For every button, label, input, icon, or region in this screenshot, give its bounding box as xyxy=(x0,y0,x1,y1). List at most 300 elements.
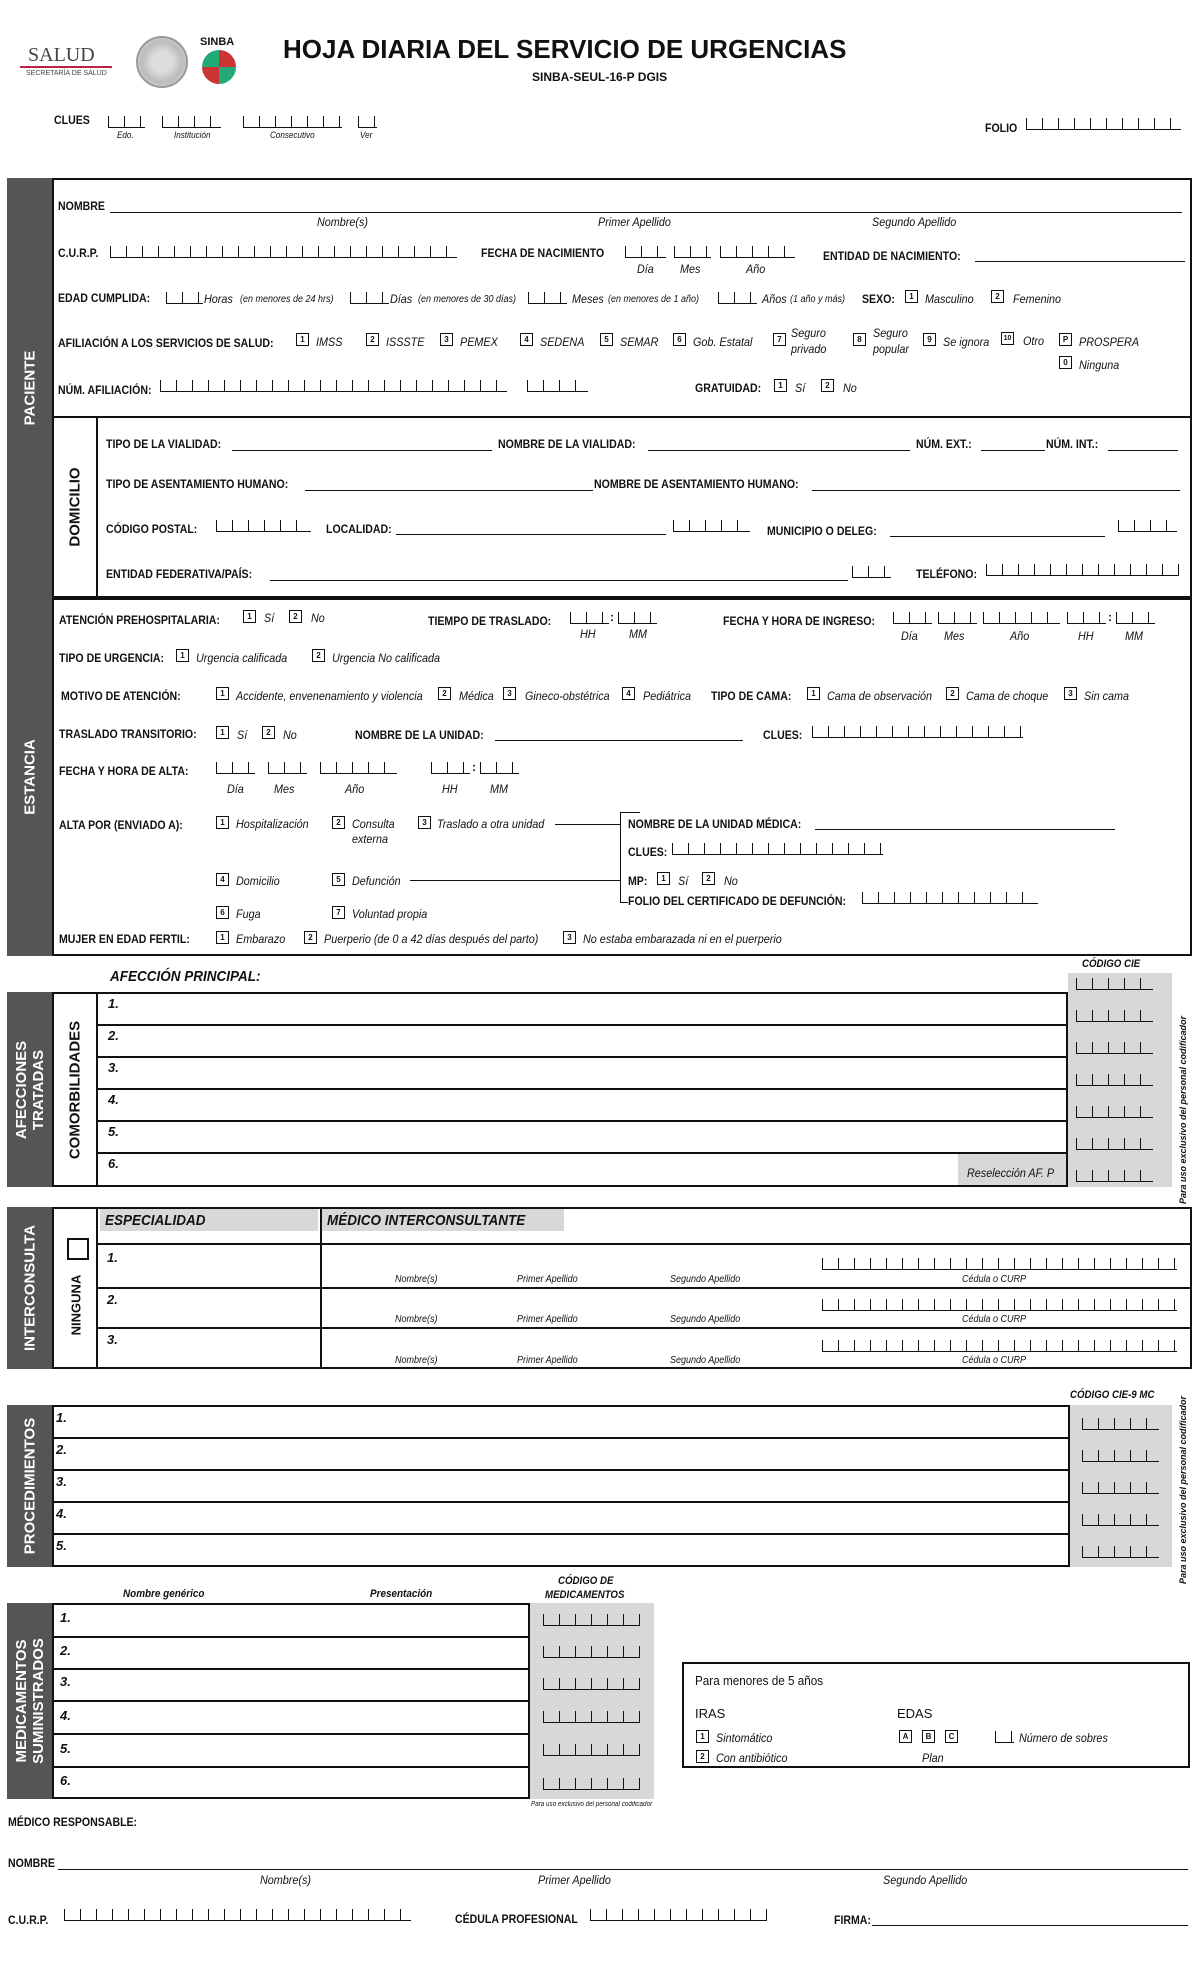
codigo-medicamentos-label-1: CÓDIGO DE xyxy=(558,1575,614,1587)
procedimientos-band-label: PROCEDIMIENTOS xyxy=(21,1417,38,1555)
cedula-profesional-field[interactable] xyxy=(590,1909,767,1921)
municipio-clave-field[interactable] xyxy=(1118,520,1177,532)
cie-code-2[interactable] xyxy=(1076,1010,1153,1022)
nombre-asentamiento-field[interactable] xyxy=(812,490,1180,491)
afiliacion-seguro-privado-text-2: privado xyxy=(791,342,827,356)
urgencia-no-calificada-checkbox[interactable]: 2 xyxy=(312,649,325,662)
cie-code-6[interactable] xyxy=(1076,1138,1153,1150)
sin-cama-checkbox[interactable]: 3 xyxy=(1064,687,1077,700)
fecha-alta-anio[interactable] xyxy=(320,762,397,774)
clues-edo-field[interactable] xyxy=(108,116,145,128)
mp-label: MP: xyxy=(628,874,648,888)
fecha-ingreso-mm-caption: MM xyxy=(1125,629,1143,643)
num-int-field[interactable] xyxy=(1108,450,1178,451)
traslado-si-checkbox[interactable]: 1 xyxy=(216,726,229,739)
ic1-cedula: Cédula o CURP xyxy=(962,1274,1027,1285)
ic2-cedula-field[interactable] xyxy=(822,1299,1177,1311)
sinba-logo xyxy=(198,36,244,86)
cedula-profesional-label: CÉDULA PROFESIONAL xyxy=(455,1912,578,1926)
estancia-band xyxy=(7,598,52,956)
fecha-alta-dia-caption: Día xyxy=(227,782,244,796)
medico-responsable-label: MÉDICO RESPONSABLE: xyxy=(8,1815,138,1829)
medicamento-code-2[interactable] xyxy=(543,1646,640,1658)
localidad-label: LOCALIDAD: xyxy=(326,522,392,536)
medicamento-row-4[interactable]: 4. xyxy=(60,1708,71,1723)
ic1-cedula-field[interactable] xyxy=(822,1258,1177,1270)
ic2-primer: Primer Apellido xyxy=(517,1314,578,1325)
entidad-federativa-label: ENTIDAD FEDERATIVA/PAÍS: xyxy=(106,567,253,581)
mp-no-checkbox[interactable]: 2 xyxy=(702,872,715,885)
telefono-label: TELÉFONO: xyxy=(916,567,978,581)
nombre-vialidad-label: NOMBRE DE LA VIALIDAD: xyxy=(498,437,636,451)
mp-si-text: Sí xyxy=(678,874,689,888)
ninguna-checkbox[interactable] xyxy=(67,1238,89,1260)
afeccion-row-1[interactable]: 1. xyxy=(108,996,119,1011)
prehospitalaria-no-text: No xyxy=(311,611,325,625)
codigo-postal-field[interactable] xyxy=(216,520,311,532)
num-afiliacion-field[interactable] xyxy=(160,380,507,392)
tiempo-traslado-label: TIEMPO DE TRASLADO: xyxy=(428,614,552,628)
interconsulta-row-1[interactable]: 1. xyxy=(107,1250,118,1265)
codigo-cie-label: CÓDIGO CIE xyxy=(1082,958,1141,970)
num-afiliacion-ext-field[interactable] xyxy=(527,380,588,392)
folio-certificado-field[interactable] xyxy=(862,892,1038,904)
interconsulta-row-3[interactable]: 3. xyxy=(107,1332,118,1347)
fecha-alta-hh[interactable] xyxy=(431,762,470,774)
afiliacion-issste-text: ISSSTE xyxy=(386,335,425,349)
domicilio-band xyxy=(52,416,98,598)
medico-curp-label: C.U.R.P. xyxy=(8,1913,49,1927)
clues-edo-caption: Edo. xyxy=(117,130,134,140)
edad-horas-text: Horas xyxy=(204,292,233,306)
folio-field[interactable] xyxy=(1026,118,1181,130)
ic3-segundo: Segundo Apellido xyxy=(670,1355,741,1366)
fecha-alta-anio-caption: Año xyxy=(345,782,365,796)
edad-horas-note: (en menores de 24 hrs) xyxy=(240,294,334,305)
prehospitalaria-no-checkbox[interactable]: 2 xyxy=(289,610,302,623)
motivo-accidente-checkbox[interactable]: 1 xyxy=(216,687,229,700)
afiliacion-prospera-text: PROSPERA xyxy=(1079,335,1140,349)
ic1-primer: Primer Apellido xyxy=(517,1274,578,1285)
sexo-masculino-checkbox[interactable]: 1 xyxy=(905,290,918,303)
alta-clues-label: CLUES: xyxy=(628,845,668,859)
tiempo-traslado-hh-caption: HH xyxy=(580,627,596,641)
reseleccion-text: Reselección AF. P xyxy=(967,1166,1055,1180)
no-embarazada-text: No estaba embarazada ni en el puerperio xyxy=(583,932,782,946)
tipo-asentamiento-label: TIPO DE ASENTAMIENTO HUMANO: xyxy=(106,477,289,491)
edas-label: EDAS xyxy=(897,1706,933,1721)
fecha-nac-anio[interactable] xyxy=(720,246,795,258)
afiliacion-pemex-text: PEMEX xyxy=(460,335,498,349)
fecha-alta-mes-caption: Mes xyxy=(274,782,295,796)
urgencia-calificada-checkbox[interactable]: 1 xyxy=(176,649,189,662)
procedimiento-row-4[interactable]: 4. xyxy=(56,1506,67,1521)
fecha-nac-anio-caption: Año xyxy=(746,262,766,276)
clues-label: CLUES xyxy=(54,113,90,127)
num-int-label: NÚM. INT.: xyxy=(1046,437,1099,451)
afiliacion-seguro-popular-text-2: popular xyxy=(873,342,910,356)
procedimiento-row-5[interactable]: 5. xyxy=(56,1538,67,1553)
afiliacion-sedena-checkbox[interactable]: 4 xyxy=(520,333,533,346)
iras-sintomatico-text: Sintomático xyxy=(716,1731,773,1745)
iras-label: IRAS xyxy=(695,1706,726,1721)
edad-meses-text: Meses xyxy=(572,292,604,306)
prehospitalaria-si-text: Sí xyxy=(264,611,275,625)
edad-dias-field[interactable] xyxy=(350,292,389,304)
localidad-clave-field[interactable] xyxy=(673,520,750,532)
fecha-alta-mm[interactable] xyxy=(480,762,519,774)
traslado-clues-label: CLUES: xyxy=(763,728,803,742)
entidad-federativa-field[interactable] xyxy=(270,580,848,581)
sexo-masculino-text: Masculino xyxy=(925,292,974,306)
edad-horas-field[interactable] xyxy=(166,292,203,304)
clues-ver-caption: Ver xyxy=(360,130,373,140)
medicamento-code-6[interactable] xyxy=(543,1778,640,1790)
afeccion-row-2[interactable]: 2. xyxy=(108,1028,119,1043)
folio-certificado-label: FOLIO DEL CERTIFICADO DE DEFUNCIÓN: xyxy=(628,894,847,908)
afeccion-principal-label: AFECCIÓN PRINCIPAL: xyxy=(110,968,261,985)
cie9-code-3[interactable] xyxy=(1082,1482,1159,1494)
medico-segundo-caption: Segundo Apellido xyxy=(883,1873,968,1887)
motivo-gineco-checkbox[interactable]: 3 xyxy=(503,687,516,700)
iras-antibiotico-text: Con antibiótico xyxy=(716,1751,788,1765)
afecciones-band xyxy=(7,992,52,1187)
procedimiento-row-1[interactable]: 1. xyxy=(56,1410,67,1425)
numero-sobres-field[interactable] xyxy=(995,1731,1014,1743)
iras-sintomatico-checkbox[interactable]: 1 xyxy=(696,1730,709,1743)
afeccion-row-6[interactable]: 6. xyxy=(108,1156,119,1171)
medico-interconsultante-label: MÉDICO INTERCONSULTANTE xyxy=(327,1212,526,1229)
afiliacion-se-ignora-checkbox[interactable]: 9 xyxy=(923,333,936,346)
edas-plan-b-checkbox[interactable]: B xyxy=(922,1730,935,1743)
alta-voluntad-text: Voluntad propia xyxy=(352,907,428,921)
afiliacion-se-ignora-text: Se ignora xyxy=(943,335,990,349)
cama-choque-text: Cama de choque xyxy=(966,689,1049,703)
edad-meses-note: (en menores de 1 año) xyxy=(608,294,700,305)
alta-fuga-checkbox[interactable]: 6 xyxy=(216,906,229,919)
medicamento-code-3[interactable] xyxy=(543,1678,640,1690)
alta-por-label: ALTA POR (ENVIADO A): xyxy=(59,818,183,832)
municipio-field[interactable] xyxy=(890,536,1105,537)
iras-antibiotico-checkbox[interactable]: 2 xyxy=(696,1750,709,1763)
ic2-nombres: Nombre(s) xyxy=(395,1314,438,1325)
interconsulta-row-2[interactable]: 2. xyxy=(107,1292,118,1307)
afiliacion-otro-checkbox[interactable]: 10 xyxy=(1001,332,1014,345)
afeccion-row-5[interactable]: 5. xyxy=(108,1124,119,1139)
afiliacion-semar-text: SEMAR xyxy=(620,335,659,349)
nombre-generico-label: Nombre genérico xyxy=(123,1588,205,1600)
num-ext-label: NÚM. EXT.: xyxy=(916,437,972,451)
puerperio-text: Puerperio (de 0 a 42 días después del parto) xyxy=(324,932,539,946)
medicamentos-note: Para uso exclusivo del personal codificador xyxy=(531,1801,653,1808)
afeccion-row-4[interactable]: 4. xyxy=(108,1092,119,1107)
afecciones-band-label-2: TRATADAS xyxy=(29,1049,47,1130)
ic2-cedula: Cédula o CURP xyxy=(962,1314,1027,1325)
afeccion-row-3[interactable]: 3. xyxy=(108,1060,119,1075)
afiliacion-ninguna-checkbox[interactable]: 0 xyxy=(1059,356,1072,369)
nombre-unidad-medica-label: NOMBRE DE LA UNIDAD MÉDICA: xyxy=(628,817,802,831)
motivo-medica-text: Médica xyxy=(459,689,494,703)
medicamentos-band-label-1: MEDICAMENTOS xyxy=(12,1639,30,1763)
cama-choque-checkbox[interactable]: 2 xyxy=(946,687,959,700)
sin-cama-text: Sin cama xyxy=(1084,689,1130,703)
afecciones-side-note: Para uso exclusivo del personal codificador xyxy=(1178,1015,1188,1205)
nombre-unidad-medica-field[interactable] xyxy=(815,829,1115,830)
clues-institucion-caption: Institución xyxy=(174,130,211,140)
medicamento-row-3[interactable]: 3. xyxy=(60,1674,71,1689)
alta-voluntad-checkbox[interactable]: 7 xyxy=(332,906,345,919)
menores-5-title: Para menores de 5 años xyxy=(695,1673,824,1688)
fecha-ingreso-hh[interactable] xyxy=(1067,612,1106,624)
fecha-alta-hh-caption: HH xyxy=(442,782,458,796)
afecciones-band-label-1: AFECCIONES xyxy=(12,1040,30,1139)
procedimientos-side-note: Para uso exclusivo del personal codificador xyxy=(1178,1395,1188,1585)
afiliacion-sedena-text: SEDENA xyxy=(540,335,585,349)
alta-hospitalizacion-checkbox[interactable]: 1 xyxy=(216,816,229,829)
fecha-nac-dia-caption: Día xyxy=(637,262,654,276)
numero-sobres-text: Número de sobres xyxy=(1019,1731,1108,1745)
paciente-band-label: PACIENTE xyxy=(21,350,38,426)
codigo-cie9-label: CÓDIGO CIE-9 MC xyxy=(1070,1389,1155,1401)
gratuidad-label: GRATUIDAD: xyxy=(695,381,762,395)
afiliacion-gob-estatal-checkbox[interactable]: 6 xyxy=(673,333,686,346)
cie9-code-5[interactable] xyxy=(1082,1546,1159,1558)
tiempo-traslado-mm-caption: MM xyxy=(629,627,647,641)
traslado-no-checkbox[interactable]: 2 xyxy=(262,726,275,739)
gratuidad-si-checkbox[interactable]: 1 xyxy=(774,379,787,392)
motivo-pediatrica-checkbox[interactable]: 4 xyxy=(622,687,635,700)
nombre-unidad-field[interactable] xyxy=(495,740,743,741)
cie-code-5[interactable] xyxy=(1076,1106,1153,1118)
procedimientos-band xyxy=(7,1405,52,1567)
num-afiliacion-label: NÚM. AFILIACIÓN: xyxy=(58,383,152,397)
fecha-ingreso-mes[interactable] xyxy=(938,612,977,624)
alta-defuncion-text: Defunción xyxy=(352,874,401,888)
curp-label: C.U.R.P. xyxy=(58,246,99,260)
entidad-federativa-clave-field[interactable] xyxy=(852,566,891,578)
nombre-vialidad-field[interactable] xyxy=(648,450,910,451)
cie9-code-1[interactable] xyxy=(1082,1418,1159,1430)
alta-consulta-checkbox[interactable]: 2 xyxy=(332,816,345,829)
motivo-gineco-text: Gineco-obstétrica xyxy=(525,689,610,703)
edad-label: EDAD CUMPLIDA: xyxy=(58,291,151,305)
fecha-alta-dia[interactable] xyxy=(216,762,255,774)
edas-plan-text: Plan xyxy=(922,1751,944,1765)
traslado-transitorio-label: TRASLADO TRANSITORIO: xyxy=(59,727,197,741)
afecciones-band-label xyxy=(13,1040,47,1138)
alta-defuncion-checkbox[interactable]: 5 xyxy=(332,873,345,886)
afiliacion-seguro-popular-checkbox[interactable]: 8 xyxy=(853,333,866,346)
afiliacion-pemex-checkbox[interactable]: 3 xyxy=(440,333,453,346)
medico-nombre-field[interactable] xyxy=(58,1869,1188,1870)
nombre-field[interactable] xyxy=(110,212,1182,213)
alta-traslado-checkbox[interactable]: 3 xyxy=(418,816,431,829)
gratuidad-no-checkbox[interactable]: 2 xyxy=(821,379,834,392)
afiliacion-label: AFILIACIÓN A LOS SERVICIOS DE SALUD: xyxy=(58,336,274,350)
ic3-cedula: Cédula o CURP xyxy=(962,1355,1027,1366)
salud-logo-text: SALUD xyxy=(28,44,95,66)
sexo-femenino-checkbox[interactable]: 2 xyxy=(991,290,1004,303)
comorbilidades-band-label: COMORBILIDADES xyxy=(66,1020,84,1159)
tipo-asentamiento-field[interactable] xyxy=(305,490,593,491)
medicamento-code-4[interactable] xyxy=(543,1711,640,1723)
afiliacion-semar-checkbox[interactable]: 5 xyxy=(600,333,613,346)
fecha-ingreso-mes-caption: Mes xyxy=(944,629,965,643)
procedimiento-row-2[interactable]: 2. xyxy=(56,1442,67,1457)
clues-ver-field[interactable] xyxy=(358,116,377,128)
embarazo-checkbox[interactable]: 1 xyxy=(216,931,229,944)
ninguna-label: NINGUNA xyxy=(68,1274,84,1336)
afiliacion-seguro-privado-checkbox[interactable]: 7 xyxy=(773,333,786,346)
edad-dias-text: Días xyxy=(390,292,413,306)
fecha-alta-mes[interactable] xyxy=(268,762,307,774)
mp-no-text: No xyxy=(724,874,738,888)
cie-code-3[interactable] xyxy=(1076,1042,1153,1054)
afiliacion-gob-estatal-text: Gob. Estatal xyxy=(693,335,753,349)
telefono-field[interactable] xyxy=(986,564,1179,576)
medico-nombres-caption: Nombre(s) xyxy=(260,1873,312,1887)
mujer-fertil-label: MUJER EN EDAD FERTIL: xyxy=(59,932,190,946)
edas-plan-a-checkbox[interactable]: A xyxy=(899,1730,912,1743)
mexico-seal-icon xyxy=(136,36,188,88)
tipo-vialidad-label: TIPO DE LA VIALIDAD: xyxy=(106,437,222,451)
traslado-clues-field[interactable] xyxy=(812,726,1023,738)
comorbilidades-band xyxy=(52,992,98,1187)
ic2-segundo: Segundo Apellido xyxy=(670,1314,741,1325)
sinba-logo-text: SINBA xyxy=(200,36,235,48)
prehospitalaria-si-checkbox[interactable]: 1 xyxy=(243,610,256,623)
tiempo-traslado-hh[interactable] xyxy=(570,612,609,624)
afiliacion-imss-checkbox[interactable]: 1 xyxy=(296,333,309,346)
clues-institucion-field[interactable] xyxy=(162,116,221,128)
codigo-postal-label: CÓDIGO POSTAL: xyxy=(106,522,198,536)
nombre-caption-primer: Primer Apellido xyxy=(598,215,671,229)
afiliacion-prospera-checkbox[interactable]: P xyxy=(1059,333,1072,346)
alta-fuga-text: Fuga xyxy=(236,907,261,921)
medicamento-code-1[interactable] xyxy=(543,1614,640,1626)
especialidad-label: ESPECIALIDAD xyxy=(105,1212,206,1229)
nombre-asentamiento-label: NOMBRE DE ASENTAMIENTO HUMANO: xyxy=(594,477,799,491)
afiliacion-seguro-popular-text-1: Seguro xyxy=(873,326,908,340)
sexo-femenino-text: Femenino xyxy=(1013,292,1062,306)
firma-label: FIRMA: xyxy=(834,1913,871,1927)
estancia-band-label: ESTANCIA xyxy=(21,739,38,815)
alta-consulta-text-1: Consulta xyxy=(352,817,395,831)
cie9-code-4[interactable] xyxy=(1082,1514,1159,1526)
medico-curp-field[interactable] xyxy=(64,1909,411,1921)
procedimiento-row-3[interactable]: 3. xyxy=(56,1474,67,1489)
fecha-ingreso-dia[interactable] xyxy=(893,612,932,624)
codigo-medicamentos-label-2: MEDICAMENTOS xyxy=(545,1589,625,1601)
localidad-field[interactable] xyxy=(396,534,666,535)
puerperio-checkbox[interactable]: 2 xyxy=(304,931,317,944)
tipo-cama-label: TIPO DE CAMA: xyxy=(711,689,792,703)
entidad-nacimiento-field[interactable] xyxy=(975,261,1185,262)
fecha-alta-label: FECHA Y HORA DE ALTA: xyxy=(59,764,189,778)
alta-consulta-text-2: externa xyxy=(352,832,389,846)
fecha-nac-mes[interactable] xyxy=(674,246,711,258)
motivo-medica-checkbox[interactable]: 2 xyxy=(438,687,451,700)
interconsulta-band-label: INTERCONSULTA xyxy=(21,1224,38,1352)
edad-anios-field[interactable] xyxy=(718,292,757,304)
clues-consecutivo-caption: Consecutivo xyxy=(270,130,315,140)
cie9-code-2[interactable] xyxy=(1082,1450,1159,1462)
fecha-nac-dia[interactable] xyxy=(625,246,666,258)
tiempo-traslado-mm[interactable] xyxy=(618,612,657,624)
traslado-si-text: Sí xyxy=(237,728,248,742)
medicamento-row-1[interactable]: 1. xyxy=(60,1610,71,1625)
traslado-no-text: No xyxy=(283,728,297,742)
curp-field[interactable] xyxy=(110,246,457,258)
afiliacion-ninguna-text: Ninguna xyxy=(1079,358,1120,372)
mp-si-checkbox[interactable]: 1 xyxy=(657,872,670,885)
afiliacion-issste-checkbox[interactable]: 2 xyxy=(366,333,379,346)
fecha-ingreso-anio-caption: Año xyxy=(1010,629,1030,643)
fecha-ingreso-label: FECHA Y HORA DE INGRESO: xyxy=(723,614,875,628)
secretaria-text: SECRETARÍA DE SALUD xyxy=(26,70,107,77)
gratuidad-no-text: No xyxy=(843,381,857,395)
num-ext-field[interactable] xyxy=(981,450,1045,451)
entidad-nacimiento-label: ENTIDAD DE NACIMIENTO: xyxy=(823,249,961,263)
fecha-nacimiento-label: FECHA DE NACIMIENTO xyxy=(481,246,605,260)
cie-code-1[interactable] xyxy=(1076,978,1153,990)
municipio-label: MUNICIPIO O DELEG: xyxy=(767,524,877,538)
medicamentos-band-label xyxy=(13,1638,47,1764)
medicamento-row-5[interactable]: 5. xyxy=(60,1741,71,1756)
nombre-unidad-label: NOMBRE DE LA UNIDAD: xyxy=(355,728,484,742)
fecha-ingreso-mm[interactable] xyxy=(1116,612,1155,624)
salud-logo xyxy=(20,44,110,84)
tipo-urgencia-label: TIPO DE URGENCIA: xyxy=(59,651,165,665)
cie-code-7[interactable] xyxy=(1076,1170,1153,1182)
ic1-nombres: Nombre(s) xyxy=(395,1274,438,1285)
alta-clues-field[interactable] xyxy=(672,843,883,855)
medicamento-row-6[interactable]: 6. xyxy=(60,1773,71,1788)
no-embarazada-checkbox[interactable]: 3 xyxy=(563,931,576,944)
firma-field[interactable] xyxy=(872,1925,1188,1926)
gratuidad-si-text: Sí xyxy=(795,381,806,395)
cama-observacion-text: Cama de observación xyxy=(827,689,933,703)
sinba-globe-icon xyxy=(202,50,236,84)
cama-observacion-checkbox[interactable]: 1 xyxy=(807,687,820,700)
ic3-nombres: Nombre(s) xyxy=(395,1355,438,1366)
ic3-primer: Primer Apellido xyxy=(517,1355,578,1366)
afiliacion-seguro-privado-text-1: Seguro xyxy=(791,326,826,340)
tipo-vialidad-field[interactable] xyxy=(232,450,492,451)
medico-nombre-label: NOMBRE xyxy=(8,1856,55,1870)
alta-domicilio-checkbox[interactable]: 4 xyxy=(216,873,229,886)
edas-plan-c-checkbox[interactable]: C xyxy=(945,1730,958,1743)
motivo-pediatrica-text: Pediátrica xyxy=(643,689,692,703)
procedimientos-frame xyxy=(52,1405,1070,1567)
cie-code-4[interactable] xyxy=(1076,1074,1153,1086)
edad-anios-text: Años xyxy=(762,292,787,306)
afiliacion-otro-text: Otro xyxy=(1023,334,1045,348)
alta-traslado-text: Traslado a otra unidad xyxy=(437,817,545,831)
fecha-ingreso-anio[interactable] xyxy=(983,612,1060,624)
edad-meses-field[interactable] xyxy=(528,292,567,304)
ic1-segundo: Segundo Apellido xyxy=(670,1274,741,1285)
medicamentos-band-label-2: SUMINISTRADOS xyxy=(29,1638,47,1764)
presentacion-label: Presentación xyxy=(370,1588,433,1600)
ic3-cedula-field[interactable] xyxy=(822,1340,1177,1352)
clues-consecutivo-field[interactable] xyxy=(243,116,342,128)
alta-domicilio-text: Domicilio xyxy=(236,874,280,888)
fecha-alta-mm-caption: MM xyxy=(490,782,508,796)
medicamento-row-2[interactable]: 2. xyxy=(60,1643,71,1658)
fecha-ingreso-dia-caption: Día xyxy=(901,629,918,643)
medicamento-code-5[interactable] xyxy=(543,1744,640,1756)
